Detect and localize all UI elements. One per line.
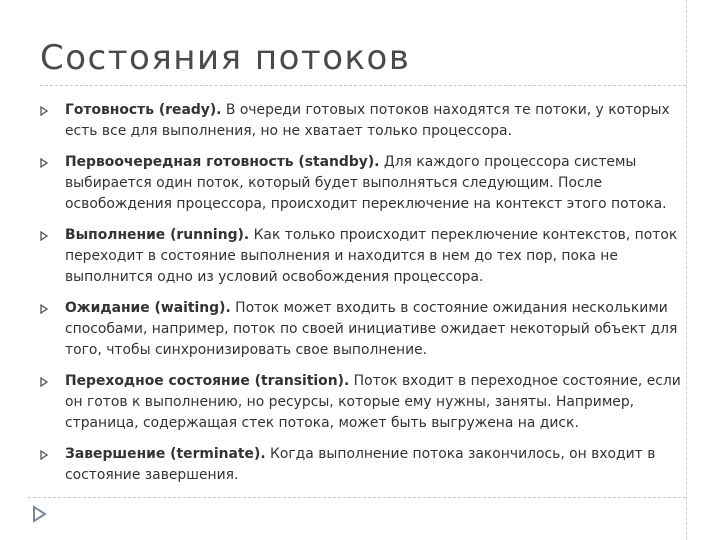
list-item [40, 100, 686, 142]
triangle-right-icon [40, 377, 48, 387]
item-term: Первоочередная готовность (standby). [65, 154, 380, 170]
triangle-right-icon [40, 450, 48, 460]
triangle-right-icon [30, 505, 48, 523]
item-text: Когда выполнение потока закончилось, он входит в состояние завершения. [65, 446, 656, 483]
list-item [40, 371, 686, 434]
triangle-right-icon [40, 158, 48, 168]
item-term: Готовность (ready). [65, 102, 222, 118]
list-item [40, 298, 686, 361]
triangle-right-icon [40, 106, 48, 116]
list-item [40, 225, 686, 288]
title-divider [40, 85, 686, 86]
item-term: Переходное состояние (transition). [65, 373, 350, 389]
right-border [686, 0, 687, 540]
list-item [40, 152, 686, 215]
item-text: Для каждого процессора системы выбирается один поток, который будет выполняться следующим. После освобождения процессора, происходит переключение на контекст этого потока. [65, 154, 667, 212]
slide-title: Состояния потоков [40, 38, 411, 78]
triangle-right-icon [40, 304, 48, 314]
item-text: Поток может входить в состояние ожидания несколькими способами, например, поток по своей инициативе ожидает некоторый объект для того, чтобы синхронизировать свое выполнение. [65, 300, 678, 358]
item-text: В очереди готовых потоков находятся те потоки, у которых есть все для выполнения, но не хватает только процессора. [65, 102, 670, 139]
item-text: Поток входит в переходное состояние, если он готов к выполнению, но ресурсы, которые ему нужны, заняты. Например, страница, содержащая стек потока, может быть выгружена на диск. [65, 373, 681, 431]
item-term: Завершение (terminate). [65, 446, 266, 462]
list-item [40, 444, 686, 486]
item-text: Как только происходит переключение контекстов, поток переходит в состояние выполнения и находится в нем до тех пор, пока не выполнится одно из условий освобождения процессора. [65, 227, 678, 285]
bullet-list [40, 100, 686, 496]
triangle-right-icon [40, 231, 48, 241]
item-term: Выполнение (running). [65, 227, 250, 243]
item-term: Ожидание (waiting). [65, 300, 231, 316]
bottom-divider [28, 497, 686, 498]
